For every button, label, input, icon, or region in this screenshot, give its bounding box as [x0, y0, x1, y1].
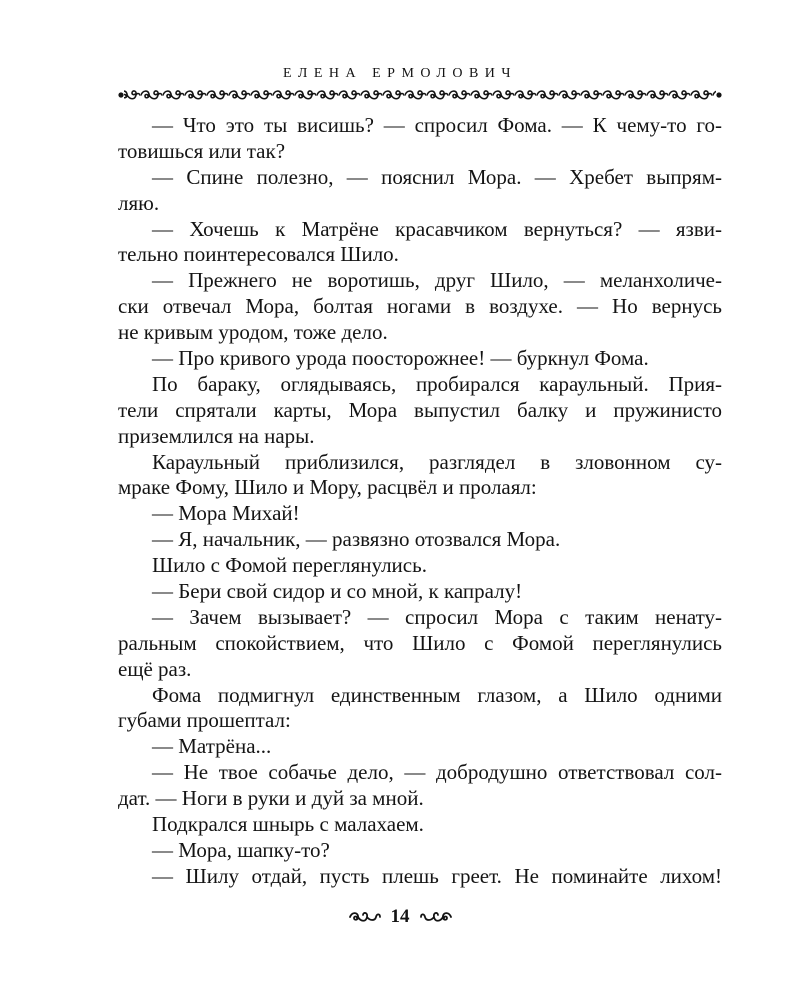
- text-line: тельно поинтересовался Шило.: [118, 242, 399, 267]
- text-line: — Матрёна...: [152, 734, 272, 759]
- ornament-divider: [118, 88, 722, 102]
- text-line: — Спине полезно, — пояснил Мора. — Хребет выпрям-: [152, 164, 722, 189]
- text-line: ски отвечал Мора, болтая ногами в воздухе. — Но вернусь: [118, 294, 722, 319]
- text-line: приземлился на нары.: [118, 423, 315, 448]
- text-line: губами прошептал:: [118, 708, 291, 733]
- right-swash-ornament: [420, 911, 452, 923]
- text-line: По бараку, оглядываясь, пробирался караульный. Прия-: [152, 371, 722, 396]
- text-line: — Я, начальник, — развязно отозвался Мора.: [152, 527, 561, 552]
- text-line: товишься или так?: [118, 138, 286, 163]
- page-footer: [0, 906, 800, 928]
- text-line: не кривым уродом, тоже дело.: [118, 320, 388, 345]
- left-swash-ornament: [349, 911, 381, 923]
- text-line: — Что это ты висишь? — спросил Фома. — К чему-то го-: [152, 113, 722, 137]
- text-line: ещё раз.: [118, 656, 192, 681]
- text-line: — Шилу отдай, пусть плешь греет. Не поминайте лихом!: [152, 863, 722, 888]
- text-line: Караульный приблизился, разглядел в зловонном су-: [152, 449, 722, 474]
- text-line: дат. — Ноги в руки и дуй за мной.: [118, 786, 424, 811]
- text-line: Фома подмигнул единственным глазом, а Шило одними: [152, 682, 722, 707]
- text-line: — Прежнего не воротишь, друг Шило, — меланхоличе-: [152, 268, 722, 293]
- running-header-author: ЕЛЕНА ЕРМОЛОВИЧ: [283, 66, 517, 81]
- text-line: Подкрался шнырь с малахаем.: [152, 812, 424, 837]
- text-line: — Про кривого урода поосторожнее! — буркнул Фома.: [152, 346, 649, 371]
- text-line: — Мора, шапку-то?: [152, 837, 330, 862]
- text-line: — Мора Михай!: [152, 501, 300, 526]
- body-text: [118, 113, 722, 890]
- text-line: — Зачем вызывает? — спросил Мора с таким ненату-: [152, 604, 722, 629]
- text-line: Шило с Фомой переглянулись.: [152, 553, 427, 578]
- text-line: — Бери свой сидор и со мной, к капралу!: [152, 579, 523, 604]
- text-line: — Не твое собачье дело, — добродушно ответствовал сол-: [152, 760, 722, 785]
- text-line: ральным спокойствием, что Шило с Фомой переглянулись: [118, 630, 722, 655]
- text-line: тели спрятали карты, Мора выпустил балку и пружинисто: [118, 397, 722, 422]
- text-line: ляю.: [118, 190, 160, 215]
- page-number: 14: [390, 906, 410, 927]
- text-line: — Хочешь к Матрёне красавчиком вернуться? — язви-: [152, 216, 722, 241]
- text-line: мраке Фому, Шило и Мору, расцвёл и пролаял:: [118, 475, 537, 500]
